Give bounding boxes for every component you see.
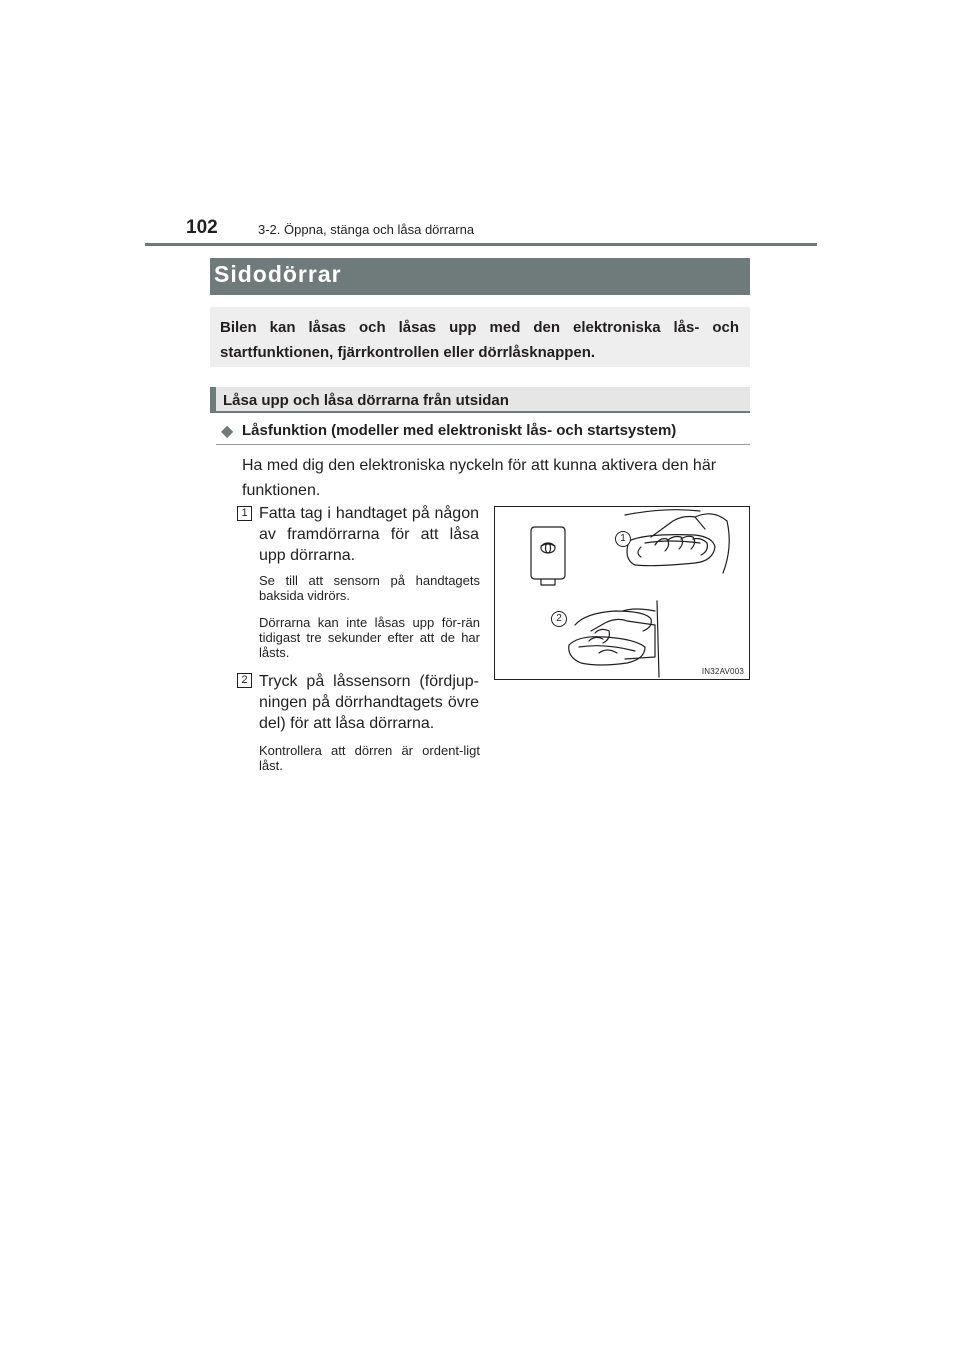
function-description: Ha med dig den elektroniska nyckeln för att kunna aktivera den här funktionen. bbox=[242, 457, 717, 499]
step-1-note-2: Dörrarna kan inte låsas upp för-rän tidigast tre sekunder efter att de har låsts. bbox=[259, 615, 480, 660]
function-divider bbox=[216, 444, 750, 445]
step-2-text: Tryck på låssensorn (fördjup-ningen på dörrhandtagets övre del) för att låsa dörrarna. bbox=[259, 673, 479, 732]
section-title: Sidodörrar bbox=[214, 261, 342, 287]
callout-2: 2 bbox=[551, 611, 567, 627]
door-handle-illustration bbox=[494, 506, 750, 680]
callout-1: 1 bbox=[615, 531, 631, 547]
figure-code: IN32AV003 bbox=[701, 667, 744, 676]
upper-handle-hand bbox=[625, 510, 729, 573]
page-number: 102 bbox=[186, 217, 218, 238]
diamond-bullet-icon: ◆ bbox=[221, 423, 234, 440]
smart-key-icon bbox=[531, 527, 565, 585]
subsection-accent bbox=[210, 387, 216, 413]
step-1-note-1: Se till att sensorn på handtagets baksida vidrörs. bbox=[259, 573, 480, 603]
subsection-title: Låsa upp och låsa dörrarna från utsidan bbox=[223, 392, 509, 409]
step-2-note-1: Kontrollera att dörren är ordent-ligt låst. bbox=[259, 743, 480, 773]
header-divider bbox=[145, 243, 817, 246]
step-2-number: 2 bbox=[237, 673, 252, 688]
function-title: Låsfunktion (modeller med elektroniskt lås- och startsystem) bbox=[242, 422, 677, 439]
lower-handle-hand bbox=[569, 601, 659, 677]
chapter-heading: 3-2. Öppna, stänga och låsa dörrarna bbox=[258, 222, 475, 237]
step-1-number: 1 bbox=[237, 506, 252, 521]
intro-text: Bilen kan låsas och låsas upp med den elektroniska lås- och startfunktionen, fjärrkontrollen eller dörrlåsknappen. bbox=[220, 319, 739, 361]
step-1-text: Fatta tag i handtaget på någon av framdörrarna för att låsa upp dörrarna. bbox=[259, 505, 479, 564]
